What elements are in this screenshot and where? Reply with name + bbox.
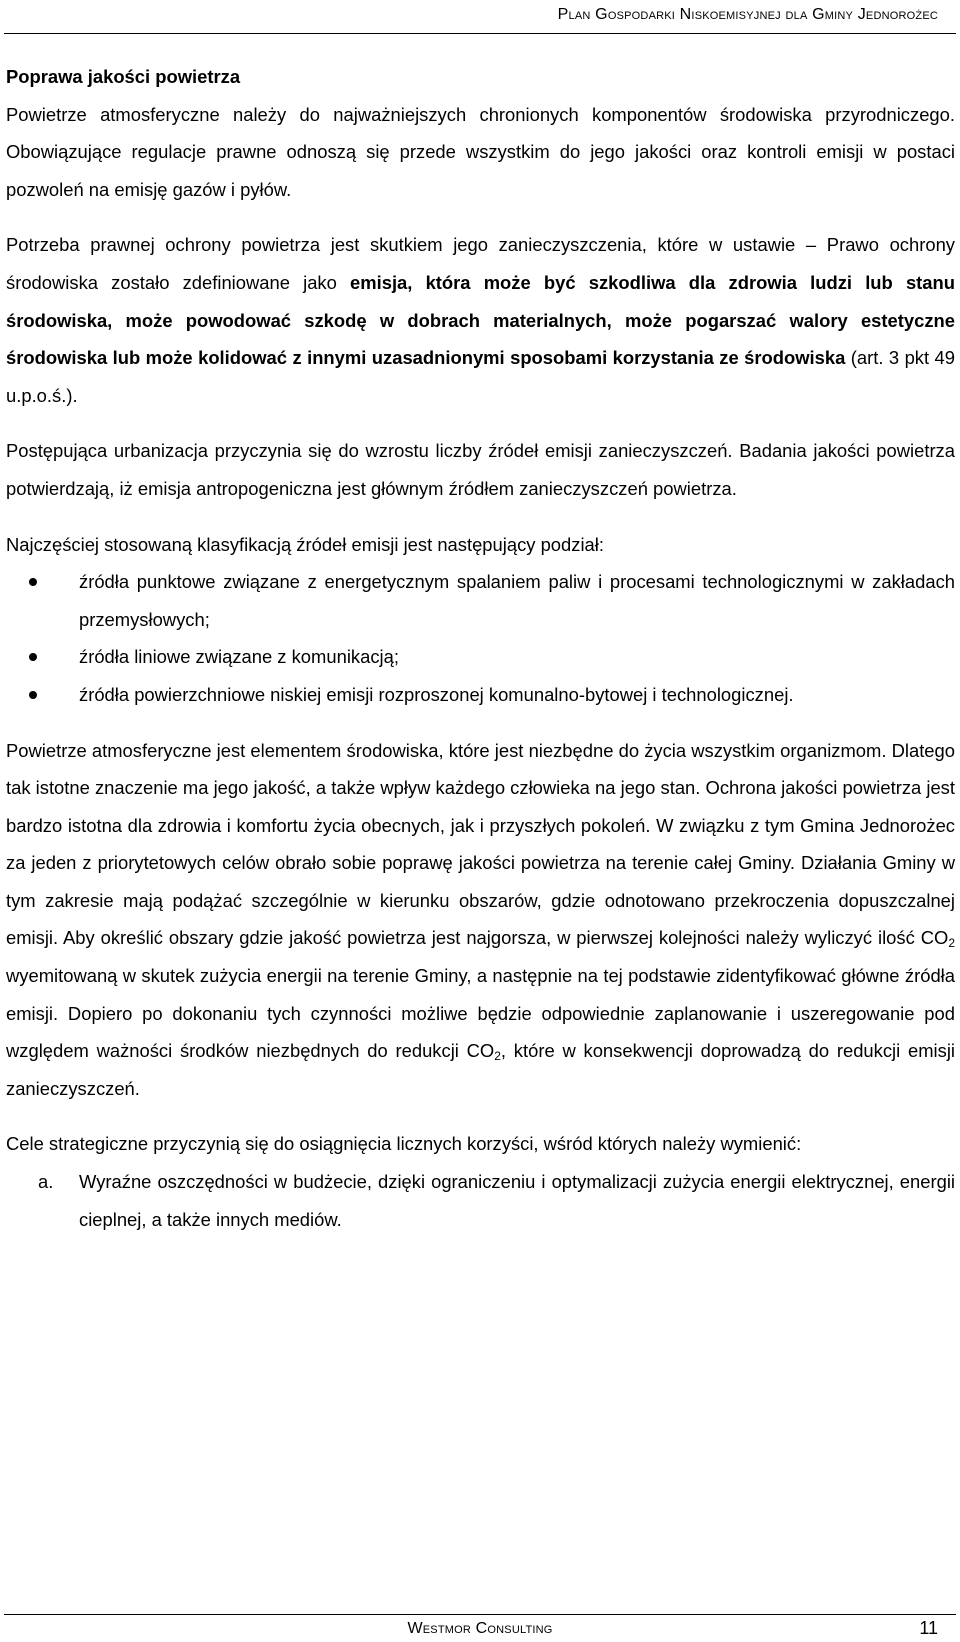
emission-sources-list	[6, 563, 955, 713]
co2-subscript: 2	[948, 936, 955, 951]
page-footer	[0, 1620, 960, 1642]
document-body	[6, 58, 955, 1238]
footer-company: Westmor Consulting	[407, 1620, 553, 1637]
paragraph-classification-intro: Najczęściej stosowaną klasyfikacją źródeł emisji jest następujący podział:	[6, 533, 604, 555]
paragraph-urbanization: Postępująca urbanizacja przyczynia się do wzrostu liczby źródeł emisji zanieczyszczeń. Badania jakości powietrza potwierdzają, iż emisja antropogeniczna jest głównym źródłem zanieczyszczeń powietrza.	[6, 440, 955, 499]
list-marker: a.	[38, 1171, 54, 1193]
header-divider	[4, 33, 956, 34]
list-item-text: źródła powierzchniowe niskiej emisji rozproszonej komunalno-bytowej i technologicznej.	[79, 683, 794, 705]
list-item	[6, 1163, 955, 1238]
bullet-icon	[29, 691, 37, 699]
definition-bold-text: emisja, która może być szkodliwa dla zdrowia ludzi lub stanu środowiska, może powodować szkodę w dobrach materialnych, może pogarszać walory estetyczne środowiska lub może kolidować z innymi uzasadnionymi sposobami korzystania ze środowiska	[6, 271, 955, 369]
air-quality-text-part-3: , które w konsekwencji doprowadzą do redukcji emisji zanieczyszczeń.	[6, 1040, 955, 1099]
list-item	[6, 676, 955, 714]
definition-reference-text: (art. 3 pkt 49 u.p.o.ś.).	[6, 347, 955, 406]
paragraph-strategic-goals: Cele strategiczne przyczynią się do osiągnięcia licznych korzyści, wśród których należy wymienić:	[6, 1133, 802, 1155]
footer-divider	[4, 1614, 956, 1615]
definition-intro-text: Potrzeba prawnej ochrony powietrza jest skutkiem jego zanieczyszczenia, które w ustawie – Prawo ochrony środowiska zostało zdefiniowane jako	[6, 234, 955, 293]
air-quality-text-part-2: wyemitowaną w skutek zużycia energii na terenie Gminy, a następnie na tej podstawie zidentyfikować główne źródła emisji. Dopiero po dokonaniu tych czynności możliwe będzie odpowiednie zaplanowanie i uszeregowanie pod względem ważności środków niezbędnych do redukcji CO	[6, 965, 955, 1062]
bullet-icon	[29, 578, 37, 586]
paragraph-legal-definition	[6, 226, 955, 414]
list-item-text: źródła punktowe związane z energetycznym spalaniem paliw i procesami technologicznymi w zakładach przemysłowych;	[79, 571, 955, 630]
page-header: Plan Gospodarki Niskoemisyjnej dla Gminy Jednorożec	[557, 6, 938, 23]
list-item	[6, 638, 955, 676]
paragraph-air-intro: Powietrze atmosferyczne należy do najważniejszych chronionych komponentów środowiska przyrodniczego. Obowiązujące regulacje prawne odnoszą się przede wszystkim do jego jakości oraz kontroli emisji w postaci pozwoleń na emisję gazów i pyłów.	[6, 103, 955, 200]
bullet-icon	[29, 653, 37, 661]
air-quality-text-part-1: Powietrze atmosferyczne jest elementem środowiska, które jest niezbędne do życia wszystkim organizmom. Dlatego tak istotne znaczenie ma jego jakość, a także wpływ każdego człowieka na jego stan. Ochrona jakości powietrza jest bardzo istotna dla zdrowia i komfortu życia obecnych, jak i przyszłych pokoleń. W związku z tym Gmina Jednorożec za jeden z priorytetowych celów obrało sobie poprawę jakości powietrza na terenie całej Gminy. Działania Gminy w tym zakresie mają podążać szczególnie w kierunku obszarów, gdzie odnotowano przekroczenia dopuszczalnej emisji. Aby określić obszary gdzie jakość powietrza jest najgorsza, w pierwszej kolejności należy wyliczyć ilość CO	[6, 739, 955, 949]
list-item-text: źródła liniowe związane z komunikacją;	[79, 646, 399, 668]
list-item-text: Wyraźne oszczędności w budżecie, dzięki ograniczeniu i optymalizacji zużycia energii elektrycznej, energii cieplnej, a także innych mediów.	[79, 1171, 955, 1230]
list-item	[6, 563, 955, 638]
co2-subscript: 2	[494, 1049, 501, 1064]
section-title: Poprawa jakości powietrza	[6, 66, 241, 87]
benefits-list	[6, 1163, 955, 1238]
page-number: 11	[919, 1618, 938, 1638]
paragraph-air-quality-goals	[6, 732, 955, 1108]
